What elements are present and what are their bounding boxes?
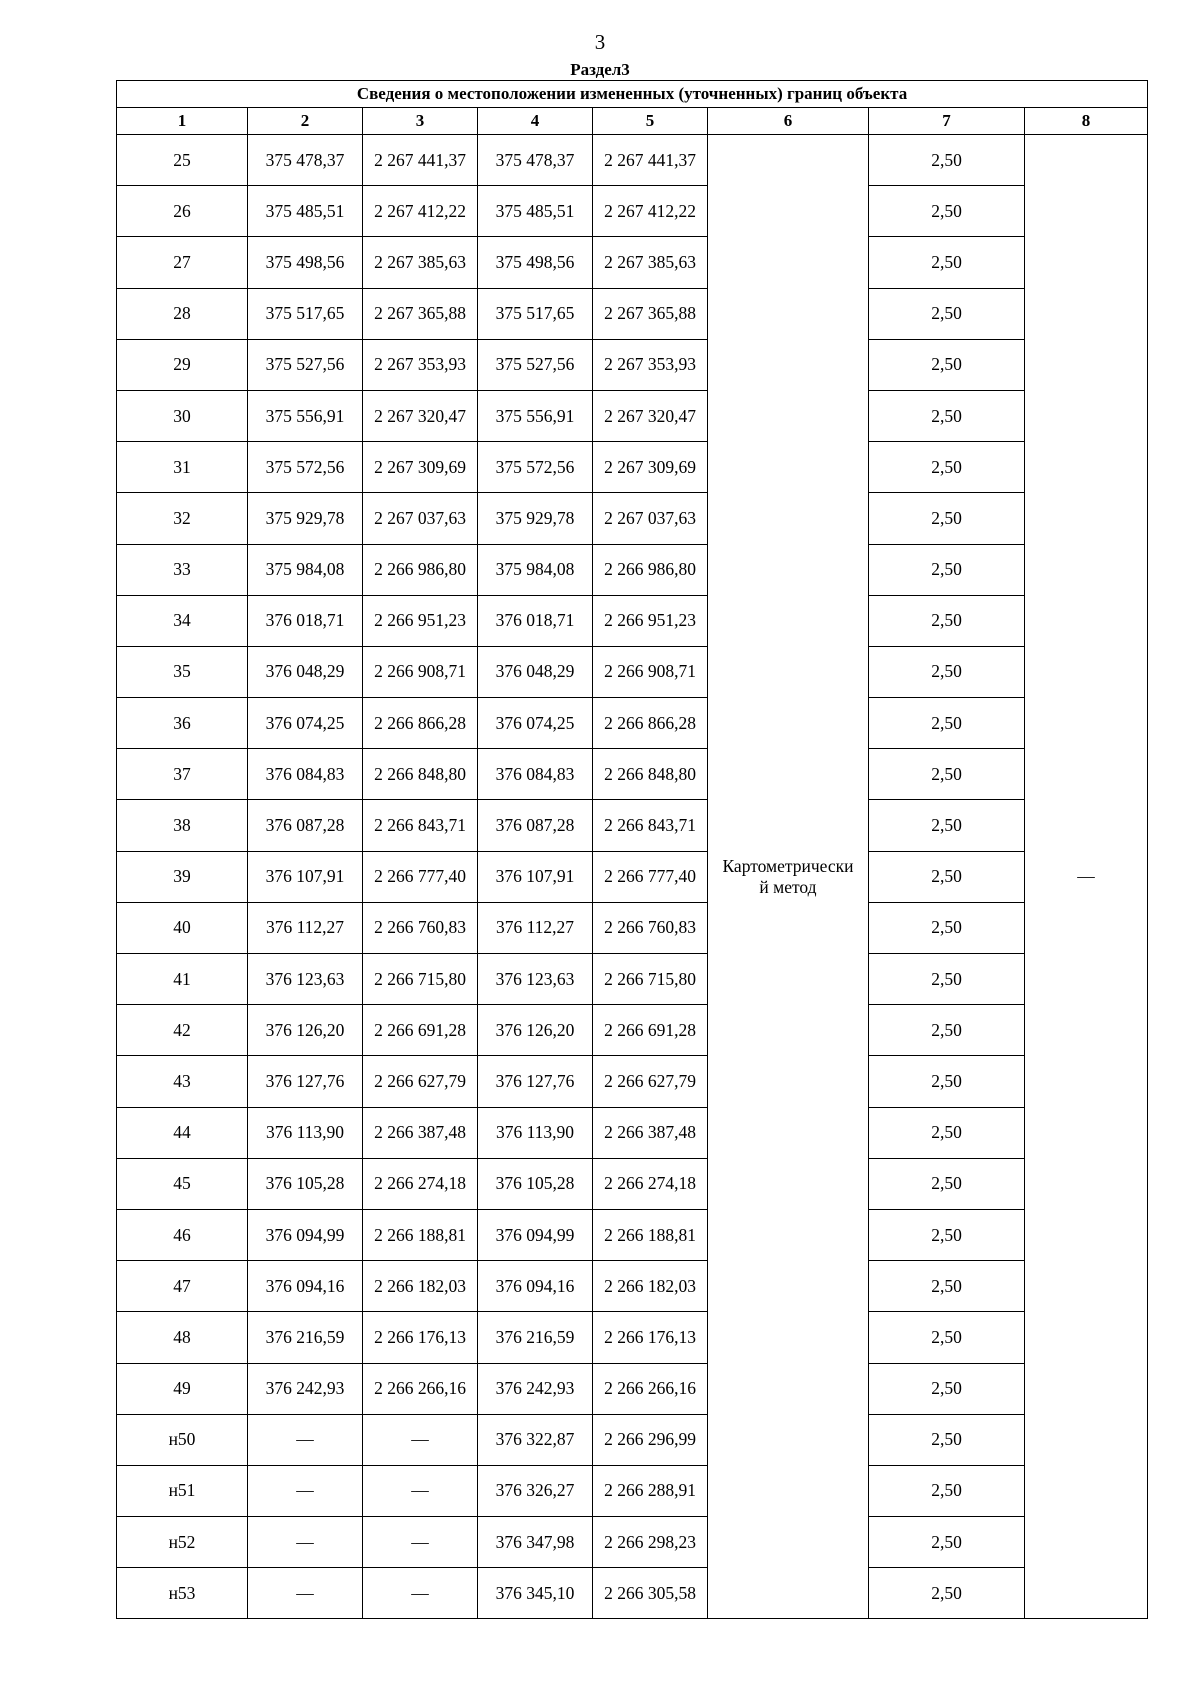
- cell-y-new: 2 266 298,23: [593, 1517, 708, 1568]
- method-text: Картометрически: [722, 855, 854, 876]
- cell-x-old: 375 485,51: [248, 186, 363, 237]
- cell-x-old: 376 018,71: [248, 595, 363, 646]
- cell-x-old: 376 123,63: [248, 954, 363, 1005]
- cell-precision: 2,50: [869, 237, 1025, 288]
- cell-y-old: 2 267 353,93: [363, 339, 478, 390]
- cell-x-old: 376 105,28: [248, 1158, 363, 1209]
- table-row: [117, 954, 1148, 1005]
- cell-y-old: 2 266 715,80: [363, 954, 478, 1005]
- cell-x-new: 375 498,56: [478, 237, 593, 288]
- cell-y-new: 2 266 715,80: [593, 954, 708, 1005]
- cell-precision: 2,50: [869, 851, 1025, 902]
- column-number: 7: [869, 108, 1025, 135]
- cell-precision: 2,50: [869, 339, 1025, 390]
- cell-precision: 2,50: [869, 1056, 1025, 1107]
- cell-precision: 2,50: [869, 1517, 1025, 1568]
- cell-point: 34: [117, 595, 248, 646]
- cell-point: 45: [117, 1158, 248, 1209]
- table-row: [117, 851, 1148, 902]
- cell-x-new: 376 127,76: [478, 1056, 593, 1107]
- cell-x-old: 376 216,59: [248, 1312, 363, 1363]
- cell-y-old: —: [363, 1465, 478, 1516]
- cell-y-new: 2 266 296,99: [593, 1414, 708, 1465]
- cell-y-new: 2 267 320,47: [593, 390, 708, 441]
- cell-precision: 2,50: [869, 442, 1025, 493]
- table-row: [117, 646, 1148, 697]
- cell-point: 35: [117, 646, 248, 697]
- table-row: [117, 1158, 1148, 1209]
- cell-y-old: 2 267 365,88: [363, 288, 478, 339]
- table-row: [117, 135, 1148, 186]
- cell-point: 48: [117, 1312, 248, 1363]
- cell-x-new: 376 087,28: [478, 800, 593, 851]
- cell-x-old: 375 498,56: [248, 237, 363, 288]
- cell-x-new: 376 018,71: [478, 595, 593, 646]
- cell-point: 46: [117, 1209, 248, 1260]
- method-text: й метод: [759, 876, 817, 897]
- cell-precision: 2,50: [869, 1261, 1025, 1312]
- cell-precision: 2,50: [869, 1005, 1025, 1056]
- cell-point: 31: [117, 442, 248, 493]
- cell-y-old: 2 266 866,28: [363, 698, 478, 749]
- cell-y-new: 2 266 908,71: [593, 646, 708, 697]
- cell-x-old: —: [248, 1414, 363, 1465]
- cell-y-new: 2 266 986,80: [593, 544, 708, 595]
- cell-x-old: 376 094,16: [248, 1261, 363, 1312]
- table-row: [117, 1465, 1148, 1516]
- cell-precision: 2,50: [869, 800, 1025, 851]
- table-row: [117, 339, 1148, 390]
- cell-y-new: 2 266 951,23: [593, 595, 708, 646]
- cell-x-old: 375 984,08: [248, 544, 363, 595]
- cell-y-old: —: [363, 1414, 478, 1465]
- cell-point: 29: [117, 339, 248, 390]
- table-row: [117, 1056, 1148, 1107]
- column-number: 8: [1025, 108, 1148, 135]
- cell-point: 44: [117, 1107, 248, 1158]
- cell-x-old: 376 242,93: [248, 1363, 363, 1414]
- cell-x-new: 376 048,29: [478, 646, 593, 697]
- cell-x-new: 376 105,28: [478, 1158, 593, 1209]
- table-row: [117, 237, 1148, 288]
- cell-x-old: —: [248, 1568, 363, 1619]
- cell-y-new: 2 266 843,71: [593, 800, 708, 851]
- cell-x-old: 376 094,99: [248, 1209, 363, 1260]
- cell-y-old: 2 266 274,18: [363, 1158, 478, 1209]
- cell-precision: 2,50: [869, 1465, 1025, 1516]
- cell-y-new: 2 267 412,22: [593, 186, 708, 237]
- cell-x-old: 375 572,56: [248, 442, 363, 493]
- cell-point: н51: [117, 1465, 248, 1516]
- cell-point: 38: [117, 800, 248, 851]
- table-body: [117, 135, 1148, 1619]
- cell-precision: 2,50: [869, 1363, 1025, 1414]
- cell-y-old: 2 266 951,23: [363, 595, 478, 646]
- cell-x-old: 375 929,78: [248, 493, 363, 544]
- cell-y-old: 2 266 176,13: [363, 1312, 478, 1363]
- table-row: [117, 390, 1148, 441]
- table-row: [117, 902, 1148, 953]
- cell-y-old: 2 267 441,37: [363, 135, 478, 186]
- page-number: 3: [594, 30, 606, 54]
- cell-x-new: 376 094,16: [478, 1261, 593, 1312]
- table-row: [117, 1312, 1148, 1363]
- cell-x-new: 376 113,90: [478, 1107, 593, 1158]
- table-row: [117, 1107, 1148, 1158]
- cell-y-new: 2 266 188,81: [593, 1209, 708, 1260]
- cell-y-new: 2 266 176,13: [593, 1312, 708, 1363]
- cell-y-new: 2 267 037,63: [593, 493, 708, 544]
- table-row: [117, 544, 1148, 595]
- cell-point: 43: [117, 1056, 248, 1107]
- cell-x-old: 375 556,91: [248, 390, 363, 441]
- cell-y-new: 2 266 266,16: [593, 1363, 708, 1414]
- cell-point: н52: [117, 1517, 248, 1568]
- cell-point: н50: [117, 1414, 248, 1465]
- cell-point: 27: [117, 237, 248, 288]
- cell-y-old: 2 267 037,63: [363, 493, 478, 544]
- cell-x-new: 376 074,25: [478, 698, 593, 749]
- column-8-cell: —: [1025, 135, 1148, 1619]
- cell-x-old: 376 048,29: [248, 646, 363, 697]
- cell-precision: 2,50: [869, 288, 1025, 339]
- cell-x-new: 376 126,20: [478, 1005, 593, 1056]
- table-row: [117, 749, 1148, 800]
- cell-x-new: 376 084,83: [478, 749, 593, 800]
- cell-precision: 2,50: [869, 390, 1025, 441]
- cell-x-new: 375 527,56: [478, 339, 593, 390]
- table-row: [117, 1517, 1148, 1568]
- table-row: [117, 288, 1148, 339]
- cell-y-new: 2 267 309,69: [593, 442, 708, 493]
- cell-y-old: 2 266 387,48: [363, 1107, 478, 1158]
- cell-x-new: 376 216,59: [478, 1312, 593, 1363]
- cell-x-new: 376 123,63: [478, 954, 593, 1005]
- cell-x-new: 376 112,27: [478, 902, 593, 953]
- cell-point: 36: [117, 698, 248, 749]
- cell-y-new: 2 266 182,03: [593, 1261, 708, 1312]
- cell-point: 30: [117, 390, 248, 441]
- cell-y-new: 2 267 365,88: [593, 288, 708, 339]
- cell-x-old: 376 112,27: [248, 902, 363, 953]
- cell-y-old: 2 266 182,03: [363, 1261, 478, 1312]
- cell-x-old: 375 517,65: [248, 288, 363, 339]
- cell-point: 32: [117, 493, 248, 544]
- cell-precision: 2,50: [869, 135, 1025, 186]
- cell-point: 28: [117, 288, 248, 339]
- cell-y-new: 2 266 760,83: [593, 902, 708, 953]
- cell-point: 25: [117, 135, 248, 186]
- cell-y-old: 2 267 385,63: [363, 237, 478, 288]
- table-row: [117, 1209, 1148, 1260]
- cell-precision: 2,50: [869, 698, 1025, 749]
- table-row: [117, 1363, 1148, 1414]
- cell-y-new: 2 266 691,28: [593, 1005, 708, 1056]
- cell-y-old: 2 266 848,80: [363, 749, 478, 800]
- cell-precision: 2,50: [869, 1158, 1025, 1209]
- cell-point: 33: [117, 544, 248, 595]
- cell-y-new: 2 266 777,40: [593, 851, 708, 902]
- cell-x-new: 375 572,56: [478, 442, 593, 493]
- cell-x-new: 376 094,99: [478, 1209, 593, 1260]
- cell-x-new: 376 347,98: [478, 1517, 593, 1568]
- cell-precision: 2,50: [869, 1414, 1025, 1465]
- table-row: [117, 1261, 1148, 1312]
- cell-point: 47: [117, 1261, 248, 1312]
- method-cell: [708, 135, 869, 1619]
- cell-precision: 2,50: [869, 646, 1025, 697]
- cell-y-old: —: [363, 1517, 478, 1568]
- cell-x-new: 375 485,51: [478, 186, 593, 237]
- table-row: [117, 1414, 1148, 1465]
- cell-x-new: 375 556,91: [478, 390, 593, 441]
- cell-x-new: 375 517,65: [478, 288, 593, 339]
- cell-y-old: 2 266 266,16: [363, 1363, 478, 1414]
- cell-x-old: —: [248, 1517, 363, 1568]
- cell-y-old: 2 266 188,81: [363, 1209, 478, 1260]
- cell-y-old: 2 266 908,71: [363, 646, 478, 697]
- cell-y-old: —: [363, 1568, 478, 1619]
- cell-y-new: 2 266 848,80: [593, 749, 708, 800]
- column-number: 4: [478, 108, 593, 135]
- cell-point: н53: [117, 1568, 248, 1619]
- cell-x-new: 375 929,78: [478, 493, 593, 544]
- cell-y-old: 2 266 627,79: [363, 1056, 478, 1107]
- table-row: [117, 186, 1148, 237]
- cell-x-old: 375 478,37: [248, 135, 363, 186]
- cell-x-old: 376 127,76: [248, 1056, 363, 1107]
- cell-y-old: 2 266 777,40: [363, 851, 478, 902]
- cell-y-old: 2 266 760,83: [363, 902, 478, 953]
- cell-x-old: —: [248, 1465, 363, 1516]
- column-number: 6: [708, 108, 869, 135]
- cell-precision: 2,50: [869, 544, 1025, 595]
- table-row: [117, 1568, 1148, 1619]
- cell-x-new: 376 326,27: [478, 1465, 593, 1516]
- cell-y-old: 2 267 320,47: [363, 390, 478, 441]
- cell-y-new: 2 266 387,48: [593, 1107, 708, 1158]
- cell-point: 49: [117, 1363, 248, 1414]
- cell-x-old: 375 527,56: [248, 339, 363, 390]
- cell-y-old: 2 267 412,22: [363, 186, 478, 237]
- table-row: [117, 698, 1148, 749]
- cell-point: 26: [117, 186, 248, 237]
- cell-precision: 2,50: [869, 749, 1025, 800]
- cell-precision: 2,50: [869, 186, 1025, 237]
- cell-precision: 2,50: [869, 954, 1025, 1005]
- cell-y-old: 2 266 691,28: [363, 1005, 478, 1056]
- column-number: 2: [248, 108, 363, 135]
- cell-y-new: 2 266 627,79: [593, 1056, 708, 1107]
- cell-y-new: 2 266 866,28: [593, 698, 708, 749]
- cell-y-old: 2 266 843,71: [363, 800, 478, 851]
- cell-precision: 2,50: [869, 1568, 1025, 1619]
- cell-y-new: 2 267 353,93: [593, 339, 708, 390]
- cell-y-old: 2 267 309,69: [363, 442, 478, 493]
- cell-y-new: 2 267 385,63: [593, 237, 708, 288]
- cell-x-new: 375 984,08: [478, 544, 593, 595]
- cell-point: 37: [117, 749, 248, 800]
- table-row: [117, 595, 1148, 646]
- cell-precision: 2,50: [869, 1312, 1025, 1363]
- cell-precision: 2,50: [869, 595, 1025, 646]
- boundary-coordinates-table: [116, 80, 1148, 1619]
- cell-x-old: 376 084,83: [248, 749, 363, 800]
- cell-x-new: 376 322,87: [478, 1414, 593, 1465]
- cell-point: 42: [117, 1005, 248, 1056]
- table-row: [117, 442, 1148, 493]
- cell-x-new: 376 242,93: [478, 1363, 593, 1414]
- cell-x-new: 376 107,91: [478, 851, 593, 902]
- cell-point: 39: [117, 851, 248, 902]
- column-number-row: [117, 108, 1148, 135]
- column-number: 1: [117, 108, 248, 135]
- cell-x-old: 376 113,90: [248, 1107, 363, 1158]
- table-row: [117, 800, 1148, 851]
- cell-y-old: 2 266 986,80: [363, 544, 478, 595]
- column-number: 5: [593, 108, 708, 135]
- cell-x-old: 376 107,91: [248, 851, 363, 902]
- cell-precision: 2,50: [869, 902, 1025, 953]
- table-caption: Сведения о местоположении измененных (уточненных) границ объекта: [117, 81, 1148, 108]
- column-number: 3: [363, 108, 478, 135]
- cell-y-new: 2 266 288,91: [593, 1465, 708, 1516]
- cell-x-old: 376 074,25: [248, 698, 363, 749]
- cell-y-new: 2 266 274,18: [593, 1158, 708, 1209]
- cell-precision: 2,50: [869, 493, 1025, 544]
- cell-point: 40: [117, 902, 248, 953]
- cell-x-new: 376 345,10: [478, 1568, 593, 1619]
- cell-x-old: 376 126,20: [248, 1005, 363, 1056]
- cell-y-new: 2 266 305,58: [593, 1568, 708, 1619]
- cell-point: 41: [117, 954, 248, 1005]
- cell-x-old: 376 087,28: [248, 800, 363, 851]
- table-row: [117, 1005, 1148, 1056]
- cell-x-new: 375 478,37: [478, 135, 593, 186]
- cell-y-new: 2 267 441,37: [593, 135, 708, 186]
- table-row: [117, 493, 1148, 544]
- section-title: Раздел3: [570, 60, 630, 79]
- cell-precision: 2,50: [869, 1107, 1025, 1158]
- cell-precision: 2,50: [869, 1209, 1025, 1260]
